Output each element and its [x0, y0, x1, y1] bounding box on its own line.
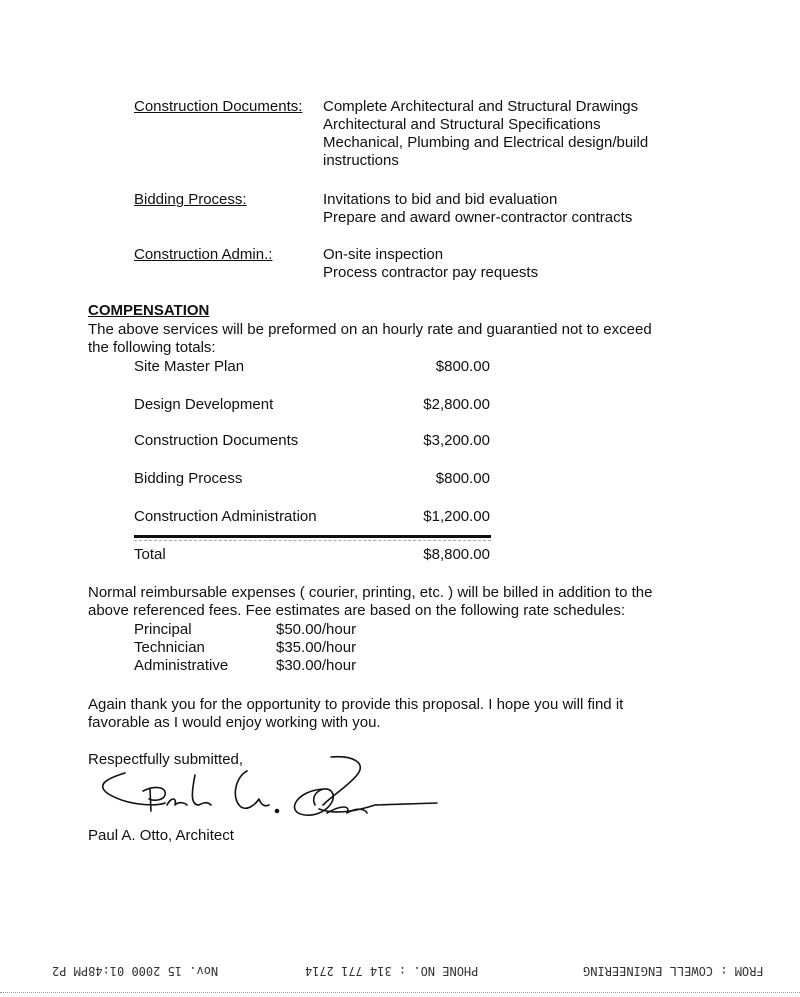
closing-line: favorable as I would enjoy working with you. — [88, 714, 381, 731]
fee-row — [134, 508, 490, 526]
salutation: Respectfully submitted, — [88, 751, 244, 768]
rate-value: $30.00/hour — [276, 657, 357, 674]
rate-role: Administrative — [134, 657, 229, 674]
reimbursable-paragraph — [88, 584, 688, 620]
rate-role: Technician — [134, 639, 205, 656]
fee-amount: $3,200.00 — [423, 432, 490, 449]
section-label: Bidding Process: — [134, 191, 247, 208]
fee-row — [134, 470, 490, 488]
fax-from: FROM : COWELL ENGINEERING — [583, 964, 764, 978]
service-item: Mechanical, Plumbing and Electrical design/build — [323, 134, 649, 151]
service-item: Architectural and Structural Specifications — [323, 116, 601, 133]
fax-date: Nov. 15 2000 01:48PM P2 — [52, 964, 219, 978]
fee-name: Site Master Plan — [134, 358, 245, 375]
rate-value: $50.00/hour — [276, 621, 357, 638]
intro-line: the following totals: — [88, 339, 216, 356]
service-item: Complete Architectural and Structural Drawings — [323, 98, 639, 115]
total-row — [134, 546, 490, 564]
fee-name: Construction Administration — [134, 508, 317, 525]
fee-amount: $800.00 — [435, 358, 490, 375]
fee-name: Bidding Process — [134, 470, 243, 487]
closing-paragraph — [88, 696, 688, 732]
page-edge-line — [0, 992, 800, 993]
signature-image — [95, 755, 445, 835]
fax-phone: PHONE NO. : 314 771 2714 — [305, 964, 479, 978]
compensation-intro — [88, 321, 688, 357]
rate-value: $35.00/hour — [276, 639, 357, 656]
fee-name: Design Development — [134, 396, 274, 413]
service-item: On-site inspection — [323, 246, 444, 263]
service-item: Process contractor pay requests — [323, 264, 539, 281]
fee-row — [134, 432, 490, 450]
service-item: Invitations to bid and bid evaluation — [323, 191, 558, 208]
section-label: Construction Admin.: — [134, 246, 273, 263]
fee-amount: $2,800.00 — [423, 396, 490, 413]
total-divider — [134, 535, 491, 538]
service-item: Prepare and award owner-contractor contracts — [323, 209, 633, 226]
fee-row — [134, 396, 490, 414]
total-amount: $8,800.00 — [423, 546, 490, 563]
fee-name: Construction Documents — [134, 432, 299, 449]
rate-role: Principal — [134, 621, 192, 638]
total-label: Total — [134, 546, 166, 563]
compensation-heading: COMPENSATION — [88, 302, 210, 319]
service-item: instructions — [323, 152, 399, 169]
fee-amount: $800.00 — [435, 470, 490, 487]
signer-name: Paul A. Otto, Architect — [88, 827, 234, 844]
fax-header — [0, 964, 800, 984]
reimbursable-line: Normal reimbursable expenses ( courier, printing, etc. ) will be billed in addition to the — [88, 584, 653, 601]
fee-amount: $1,200.00 — [423, 508, 490, 525]
closing-line: Again thank you for the opportunity to provide this proposal. I hope you will find it — [88, 696, 624, 713]
fee-row — [134, 358, 490, 376]
total-divider-faint — [134, 540, 491, 541]
reimbursable-line: above referenced fees. Fee estimates are based on the following rate schedules: — [88, 602, 625, 619]
intro-line: The above services will be preformed on an hourly rate and guarantied not to exceed — [88, 321, 652, 338]
section-label: Construction Documents: — [134, 98, 303, 115]
